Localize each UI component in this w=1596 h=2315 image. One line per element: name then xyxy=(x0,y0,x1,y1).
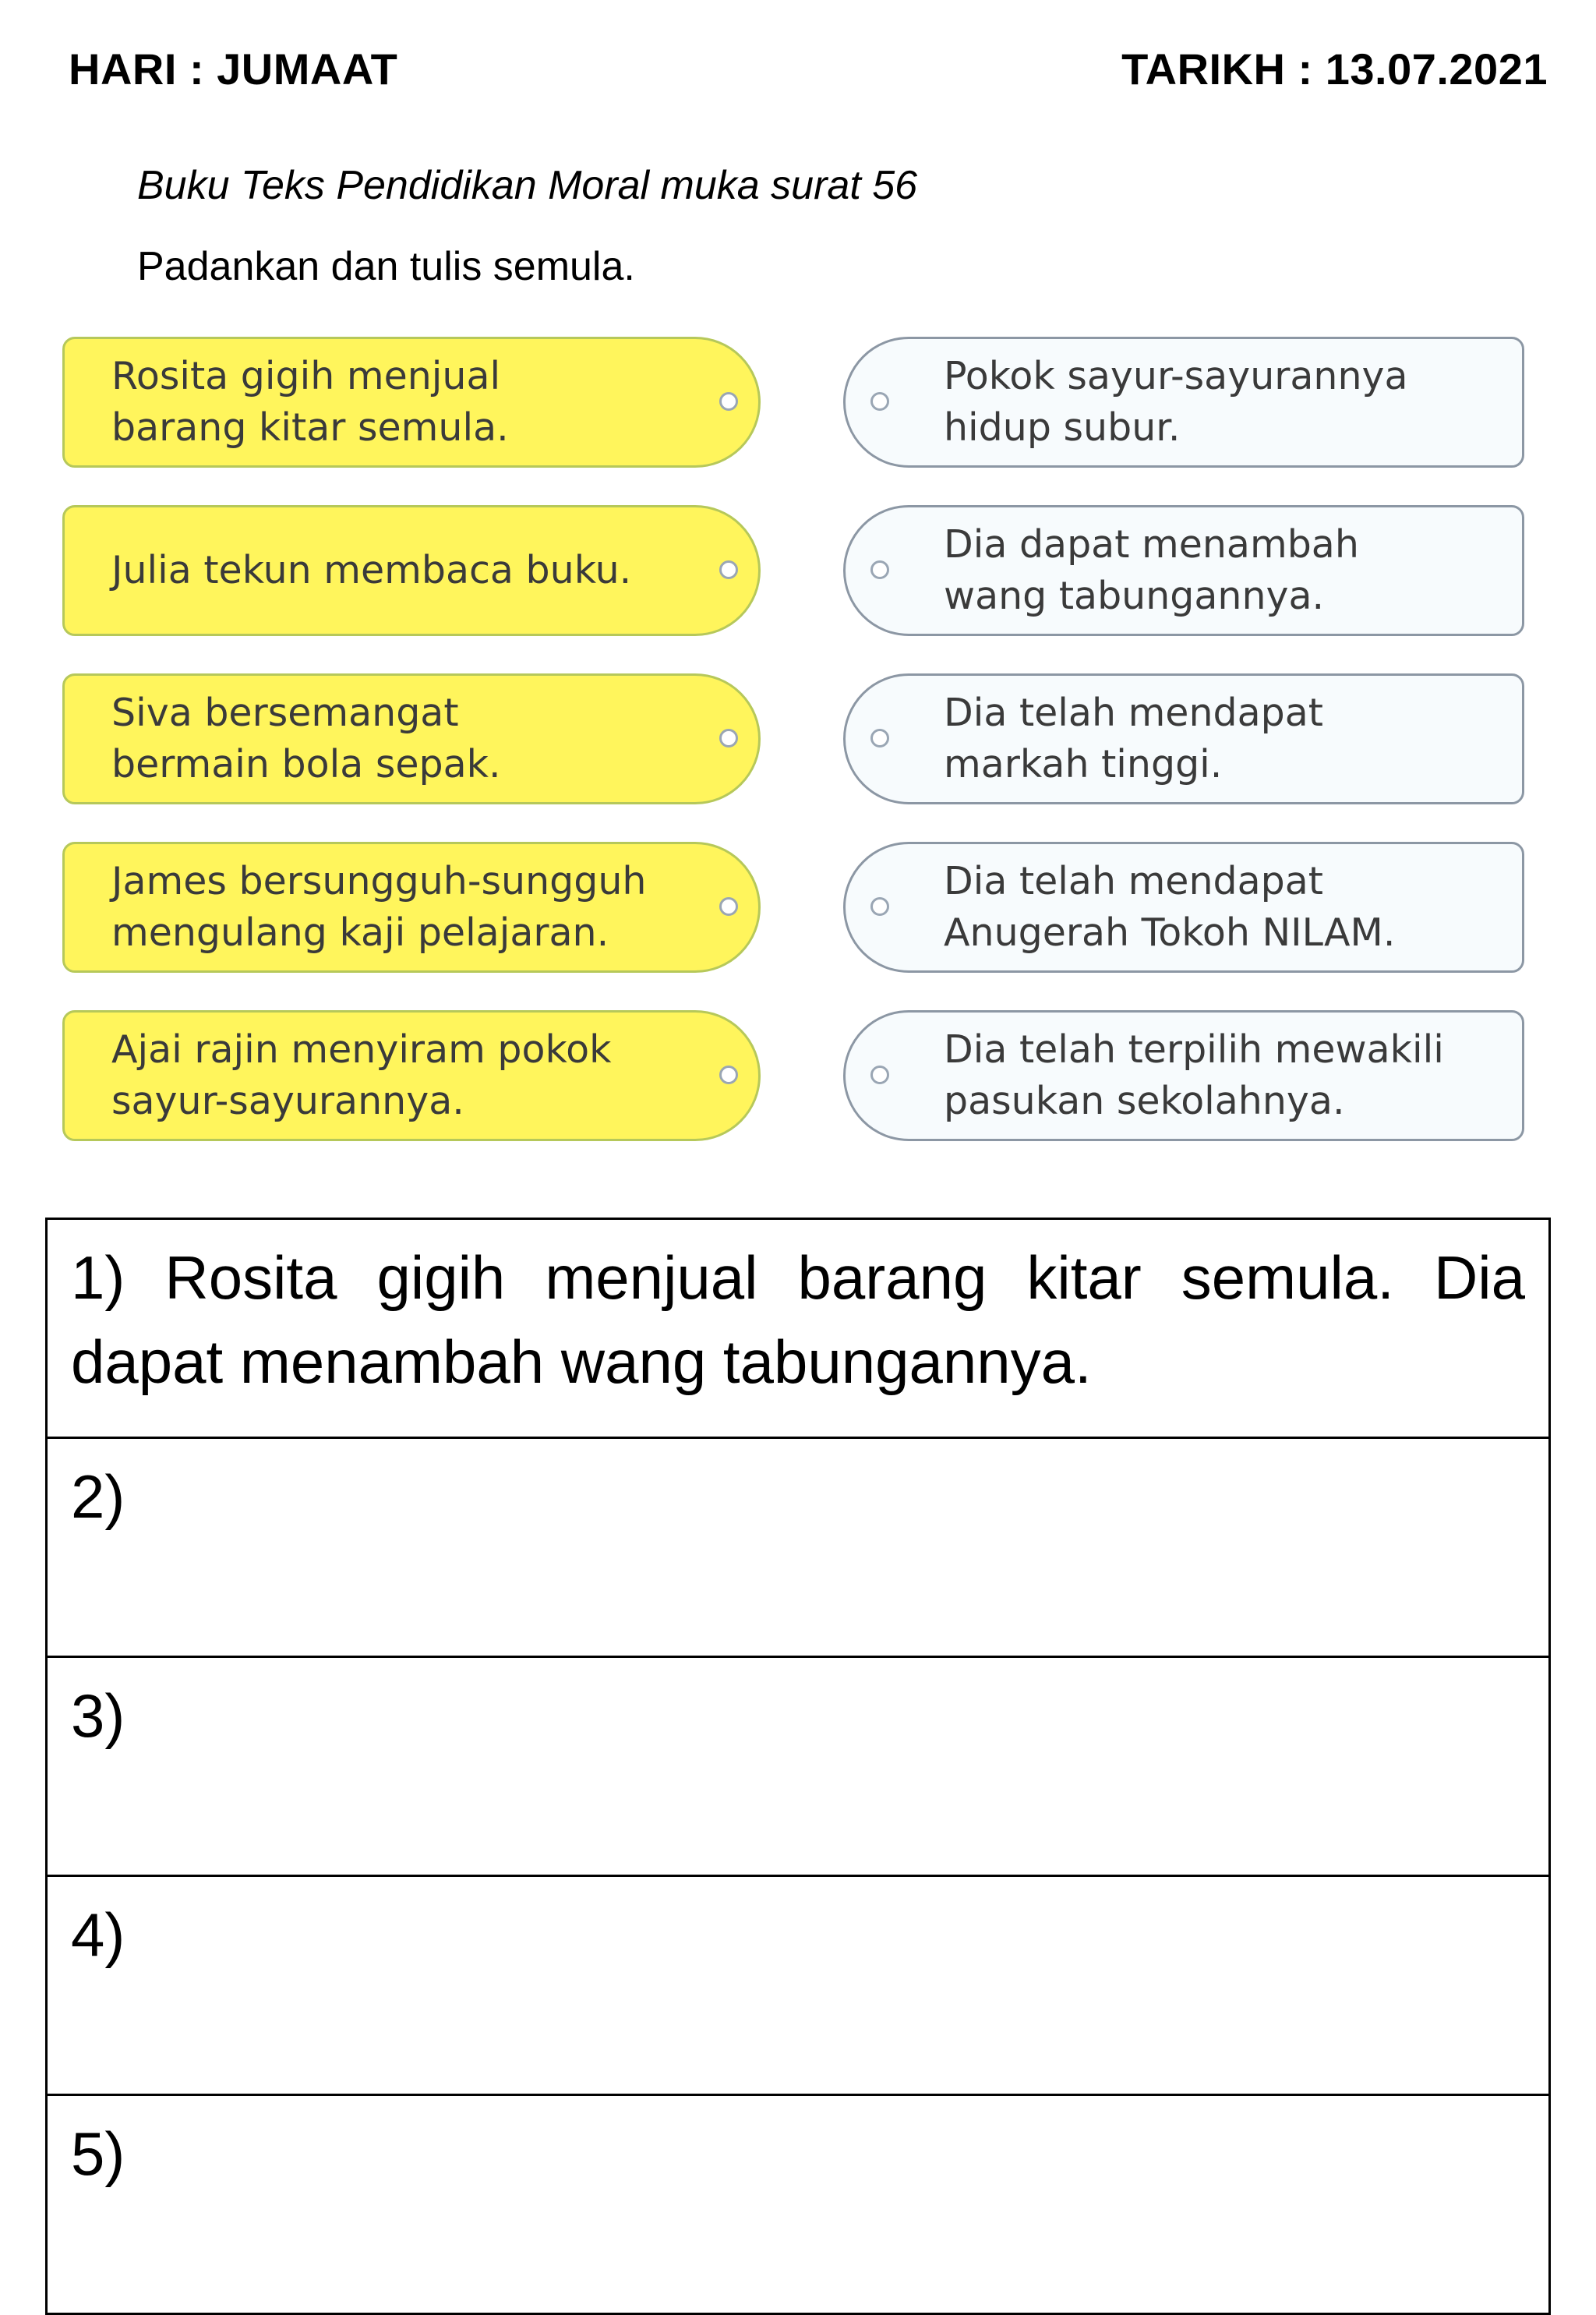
connector-dot-icon xyxy=(719,392,738,411)
connector-dot-icon xyxy=(719,1066,738,1084)
answer-cell-2[interactable]: 2) xyxy=(47,1438,1550,1657)
right-card-line: pasukan sekolahnya. xyxy=(944,1079,1345,1123)
left-card-line: Julia tekun membaca buku. xyxy=(111,548,632,592)
left-card-line: barang kitar semula. xyxy=(111,405,509,450)
connector-dot-icon xyxy=(719,560,738,579)
left-card-1 xyxy=(62,337,761,468)
connector-dot-icon xyxy=(719,897,738,916)
right-card-line: Dia dapat menambah xyxy=(944,522,1359,567)
connector-dot-icon xyxy=(870,392,889,411)
textbook-reference: Buku Teks Pendidikan Moral muka surat 56 xyxy=(137,163,918,208)
right-card-1 xyxy=(843,337,1524,468)
right-card-line: Dia telah mendapat xyxy=(944,691,1323,735)
left-card-line: Siva bersemangat xyxy=(111,691,459,735)
right-card-line: Pokok sayur-sayurannya xyxy=(944,354,1408,398)
right-card-4 xyxy=(843,842,1524,973)
right-card-5 xyxy=(843,1010,1524,1141)
table-row xyxy=(47,1657,1550,1876)
right-card-line: wang tabungannya. xyxy=(944,574,1325,618)
left-card-line: mengulang kaji pelajaran. xyxy=(111,910,609,955)
left-card-line: sayur-sayurannya. xyxy=(111,1079,464,1123)
right-card-line: markah tinggi. xyxy=(944,742,1223,786)
connector-dot-icon xyxy=(870,1066,889,1084)
connector-dot-icon xyxy=(719,729,738,748)
table-row xyxy=(47,2095,1550,2314)
left-card-line: James bersungguh-sungguh xyxy=(111,859,647,903)
instruction: Padankan dan tulis semula. xyxy=(137,244,635,289)
right-card-line: hidup subur. xyxy=(944,405,1181,450)
right-card-line: Dia telah terpilih mewakili xyxy=(944,1027,1444,1072)
left-card-line: Ajai rajin menyiram pokok xyxy=(111,1027,612,1072)
connector-dot-icon xyxy=(870,897,889,916)
right-card-2 xyxy=(843,505,1524,636)
answer-table xyxy=(45,1218,1551,2315)
left-card-3 xyxy=(62,673,761,804)
left-card-4 xyxy=(62,842,761,973)
table-row xyxy=(47,1438,1550,1657)
connector-dot-icon xyxy=(870,560,889,579)
table-row xyxy=(47,1876,1550,2095)
answer-cell-4[interactable]: 4) xyxy=(47,1876,1550,2095)
left-card-2 xyxy=(62,505,761,636)
answer-cell-5[interactable]: 5) xyxy=(47,2095,1550,2314)
right-card-line: Dia telah mendapat xyxy=(944,859,1323,903)
left-card-line: Rosita gigih menjual xyxy=(111,354,501,398)
connector-dot-icon xyxy=(870,729,889,748)
table-row xyxy=(47,1219,1550,1438)
day-label: HARI : JUMAAT xyxy=(69,44,398,94)
right-card-line: Anugerah Tokoh NILAM. xyxy=(944,910,1396,955)
left-card-5 xyxy=(62,1010,761,1141)
right-card-3 xyxy=(843,673,1524,804)
date-label: TARIKH : 13.07.2021 xyxy=(1121,44,1548,94)
answer-cell-1[interactable]: 1) Rosita gigih menjual barang kitar semula. Dia dapat menambah wang tabungannya. xyxy=(47,1219,1550,1438)
left-card-line: bermain bola sepak. xyxy=(111,742,501,786)
answer-cell-3[interactable]: 3) xyxy=(47,1657,1550,1876)
